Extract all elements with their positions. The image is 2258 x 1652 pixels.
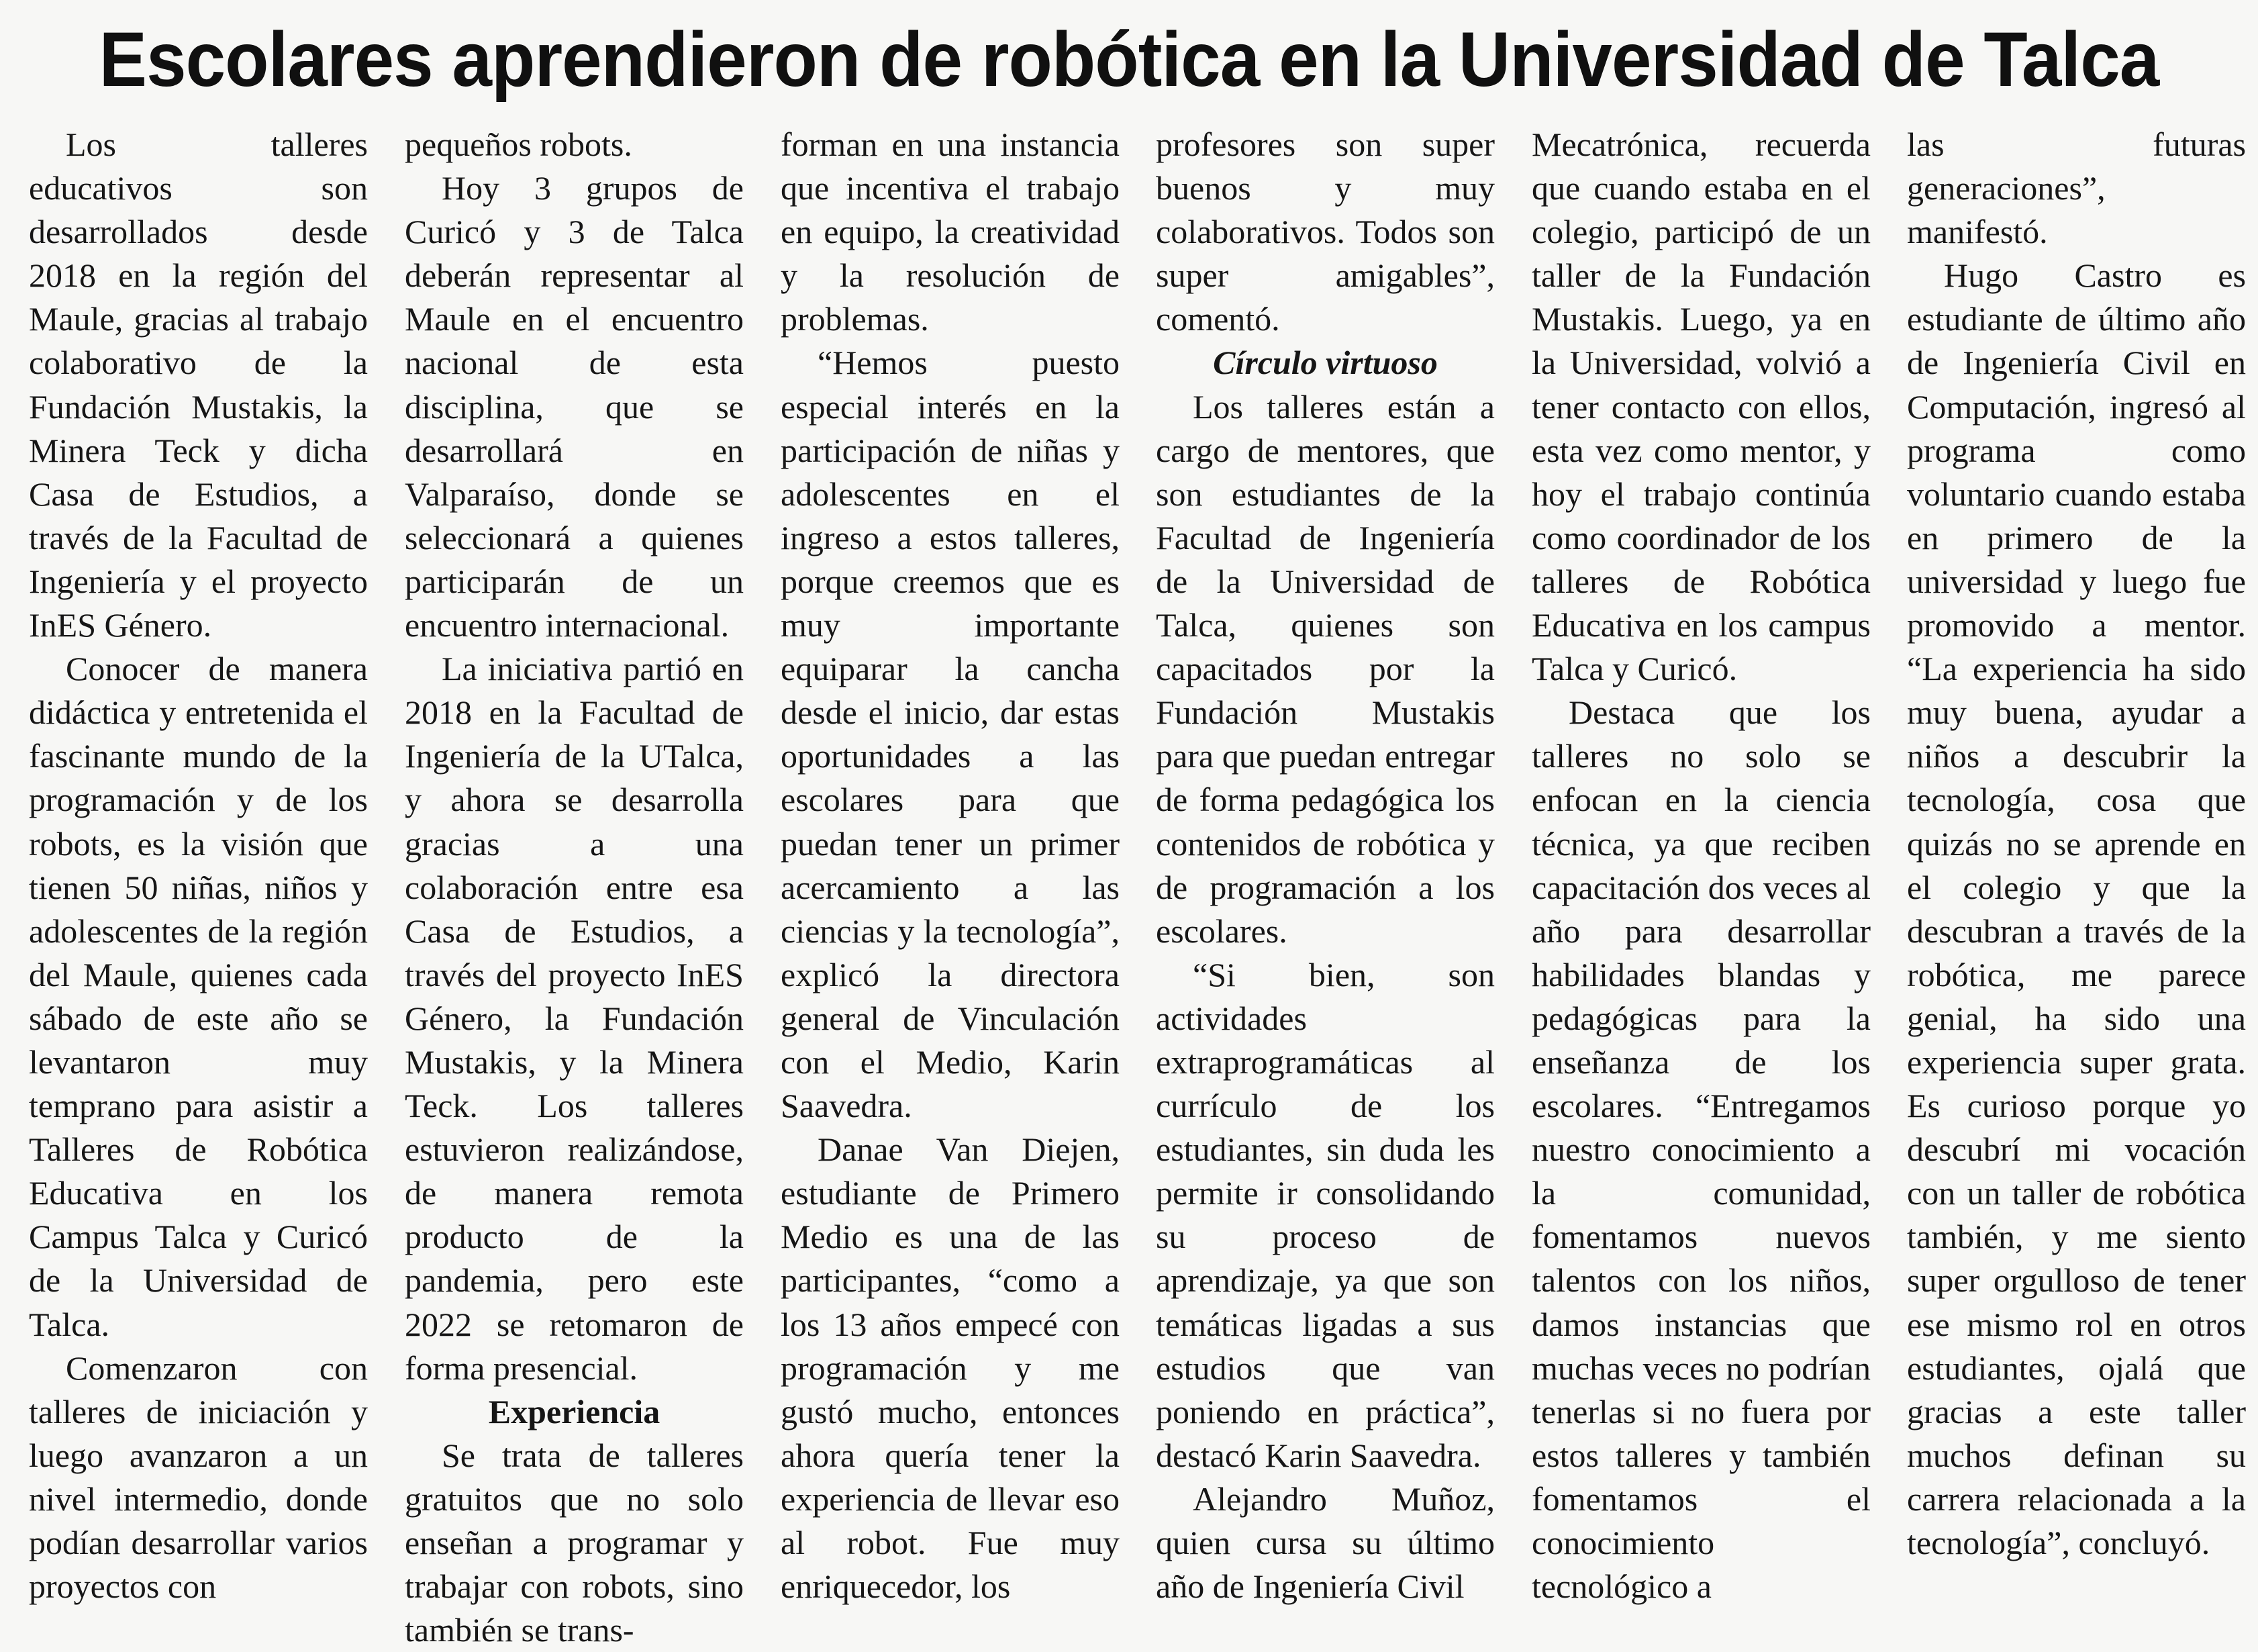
paragraph-continuation: profesores son super buenos y muy colaborativos. Todos son super amigables”, comentó. bbox=[1156, 126, 1495, 338]
paragraph: Hoy 3 grupos de Curicó y 3 de Talca deberán representar al Maule en el encuentro nacional de esta disciplina, que se desarrollará en Valparaíso, donde se seleccionará a quienes participarán de un encuentro internacional. bbox=[405, 169, 744, 644]
paragraph: Comenzaron con talleres de iniciación y luego avanzaron a un nivel intermedio, donde podían desarrollar varios proyectos con bbox=[29, 1349, 368, 1606]
text-column-3 bbox=[781, 123, 1120, 1606]
section-subheading: Círculo virtuoso bbox=[1213, 344, 1438, 382]
paragraph: Danae Van Diejen, estudiante de Primero Medio es una de las participantes, “como a los 13 años empecé con programación y me gustó mucho, entonces ahora quería tener la experiencia de llevar eso al robot. Fue muy enriquecedor, los bbox=[781, 1130, 1120, 1606]
paragraph: Conocer de manera didáctica y entretenida el fascinante mundo de la programación y de los robots, es la visión que tienen 50 niñas, niños y adolescentes de la región del Maule, quienes cada sábado de este año se levantaron muy temprano para asistir a Talleres de Robótica Educativa en los Campus Talca y Curicó de la Universidad de Talca. bbox=[29, 650, 368, 1343]
text-column-5 bbox=[1532, 123, 1871, 1606]
paragraph: Se trata de talleres gratuitos que no solo enseñan a programar y trabajar con robots, sino también se trans- bbox=[405, 1436, 744, 1649]
paragraph: Los talleres están a cargo de mentores, que son estudiantes de la Facultad de Ingeniería de la Universidad de Talca, quienes son capacitados por la Fundación Mustakis para que puedan entregar de forma pedagógica los contenidos de robótica y de programación a los escolares. bbox=[1156, 387, 1495, 950]
paragraph-continuation: forman en una instancia que incentiva el trabajo en equipo, la creatividad y la resolución de problemas. bbox=[781, 126, 1120, 338]
paragraph-continuation: pequeños robots. bbox=[405, 126, 632, 163]
paragraph: Hugo Castro es estudiante de último año de Ingeniería Civil en Computación, ingresó al programa como voluntario cuando estaba en primero de la universidad y luego fue promovido a mentor. “La experiencia ha sido muy buena, ayudar a niños a descubrir la tecnología, cosa que quizás no se aprende en el colegio y que la descubran a través de la robótica, me parece genial, ha sido una experiencia super grata. Es curioso porque yo descubrí mi vocación con un taller de robótica también, y me siento super orgulloso de tener ese mismo rol en otros estudiantes, ojalá que gracias a este taller muchos definan su carrera relacionada a la tecnología”, concluyó. bbox=[1907, 256, 2246, 1561]
paragraph: La iniciativa partió en 2018 en la Facultad de Ingeniería de la UTalca, y ahora se desarrolla gracias a una colaboración entre esa Casa de Estudios, a través del proyecto InES Género, la Fundación Mustakis, y la Minera Teck. Los talleres estuvieron realizándose, de manera remota producto de la pandemia, pero este 2022 se retomaron de forma presencial. bbox=[405, 650, 744, 1387]
paragraph: “Hemos puesto especial interés en la participación de niñas y adolescentes en el ingreso a estos talleres, porque creemos que es muy importante equiparar la cancha desde el inicio, dar estas oportunidades a las escolares para que puedan tener un primer acercamiento a las ciencias y la tecnología”, explicó la directora general de Vinculación con el Medio, Karin Saavedra. bbox=[781, 344, 1120, 1125]
text-column-1 bbox=[29, 123, 368, 1606]
text-column-2 bbox=[405, 123, 744, 1649]
article-headline: Escolares aprendieron de robótica en la Universidad de Talca bbox=[99, 17, 2159, 103]
paragraph: Los talleres educativos son desarrollados desde 2018 en la región del Maule, gracias al trabajo colaborativo de la Fundación Mustakis, la Minera Teck y dicha Casa de Estudios, a través de la Facultad de Ingeniería y el proyecto InES Género. bbox=[29, 126, 368, 644]
paragraph: Destaca que los talleres no solo se enfocan en la ciencia técnica, ya que reciben capacitación dos veces al año para desarrollar habilidades blandas y pedagógicas para la enseñanza de los escolares. “Entregamos nuestro conocimiento a la comunidad, fomentamos nuevos talentos con los niños, damos instancias que muchas veces no podrían tenerlas si no fuera por estos talleres y también fomentamos el conocimiento tecnológico a bbox=[1532, 693, 1871, 1606]
paragraph: “Si bien, son actividades extraprogramáticas al currículo de los estudiantes, sin duda les permite ir consolidando su proceso de aprendizaje, ya que son temáticas ligadas a sus estudios que van poniendo en práctica”, destacó Karin Saavedra. bbox=[1156, 955, 1495, 1474]
section-subheading: Experiencia bbox=[488, 1392, 660, 1430]
paragraph: Alejandro Muñoz, quien cursa su último año de Ingeniería Civil bbox=[1156, 1479, 1495, 1606]
text-column-6 bbox=[1907, 123, 2246, 1606]
paragraph-continuation: Mecatrónica, recuerda que cuando estaba en el colegio, participó de un taller de la Fundación Mustakis. Luego, ya en la Universidad, volvió a tener contacto con ellos, esta vez como mentor, y hoy el trabajo continúa como coordinador de los talleres de Robótica Educativa en los campus Talca y Curicó. bbox=[1532, 126, 1871, 688]
text-column-4 bbox=[1156, 123, 1495, 1606]
paragraph-continuation: las futuras generaciones”, manifestó. bbox=[1907, 126, 2246, 251]
